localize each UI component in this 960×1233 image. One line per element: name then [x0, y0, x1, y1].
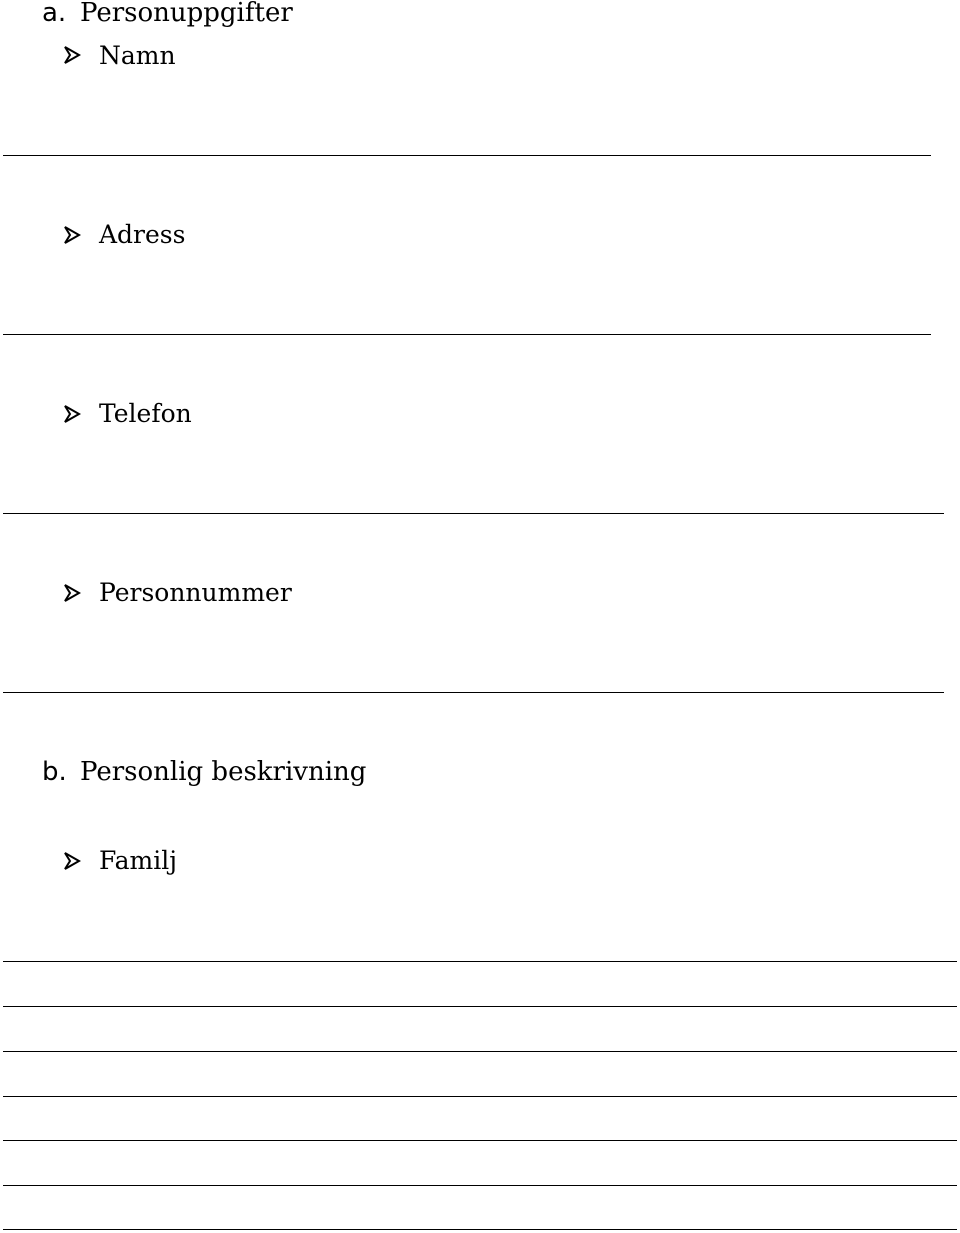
section-a-label: a. — [42, 0, 67, 28]
answer-line-familj-3[interactable] — [3, 1051, 957, 1052]
arrowhead-icon — [62, 404, 82, 424]
answer-line-familj-7[interactable] — [3, 1229, 957, 1230]
answer-line-namn[interactable] — [3, 155, 931, 156]
answer-line-familj-2[interactable] — [3, 1006, 957, 1007]
field-label-namn: Namn — [99, 41, 176, 70]
section-b-title: Personlig beskrivning — [80, 757, 367, 787]
answer-line-telefon[interactable] — [3, 513, 944, 514]
arrowhead-icon — [62, 45, 82, 65]
field-label-adress: Adress — [99, 220, 186, 249]
answer-line-familj-1[interactable] — [3, 961, 957, 962]
field-label-personnummer: Personnummer — [99, 578, 292, 607]
answer-line-familj-5[interactable] — [3, 1140, 957, 1141]
arrowhead-icon — [62, 851, 82, 871]
field-label-familj: Familj — [99, 846, 178, 875]
answer-line-familj-6[interactable] — [3, 1185, 957, 1186]
field-label-telefon: Telefon — [99, 399, 192, 428]
section-b-label: b. — [42, 757, 67, 787]
section-a-title: Personuppgifter — [80, 0, 293, 28]
answer-line-familj-4[interactable] — [3, 1096, 957, 1097]
answer-line-adress[interactable] — [3, 334, 931, 335]
answer-line-personnummer[interactable] — [3, 692, 944, 693]
arrowhead-icon — [62, 583, 82, 603]
arrowhead-icon — [62, 225, 82, 245]
